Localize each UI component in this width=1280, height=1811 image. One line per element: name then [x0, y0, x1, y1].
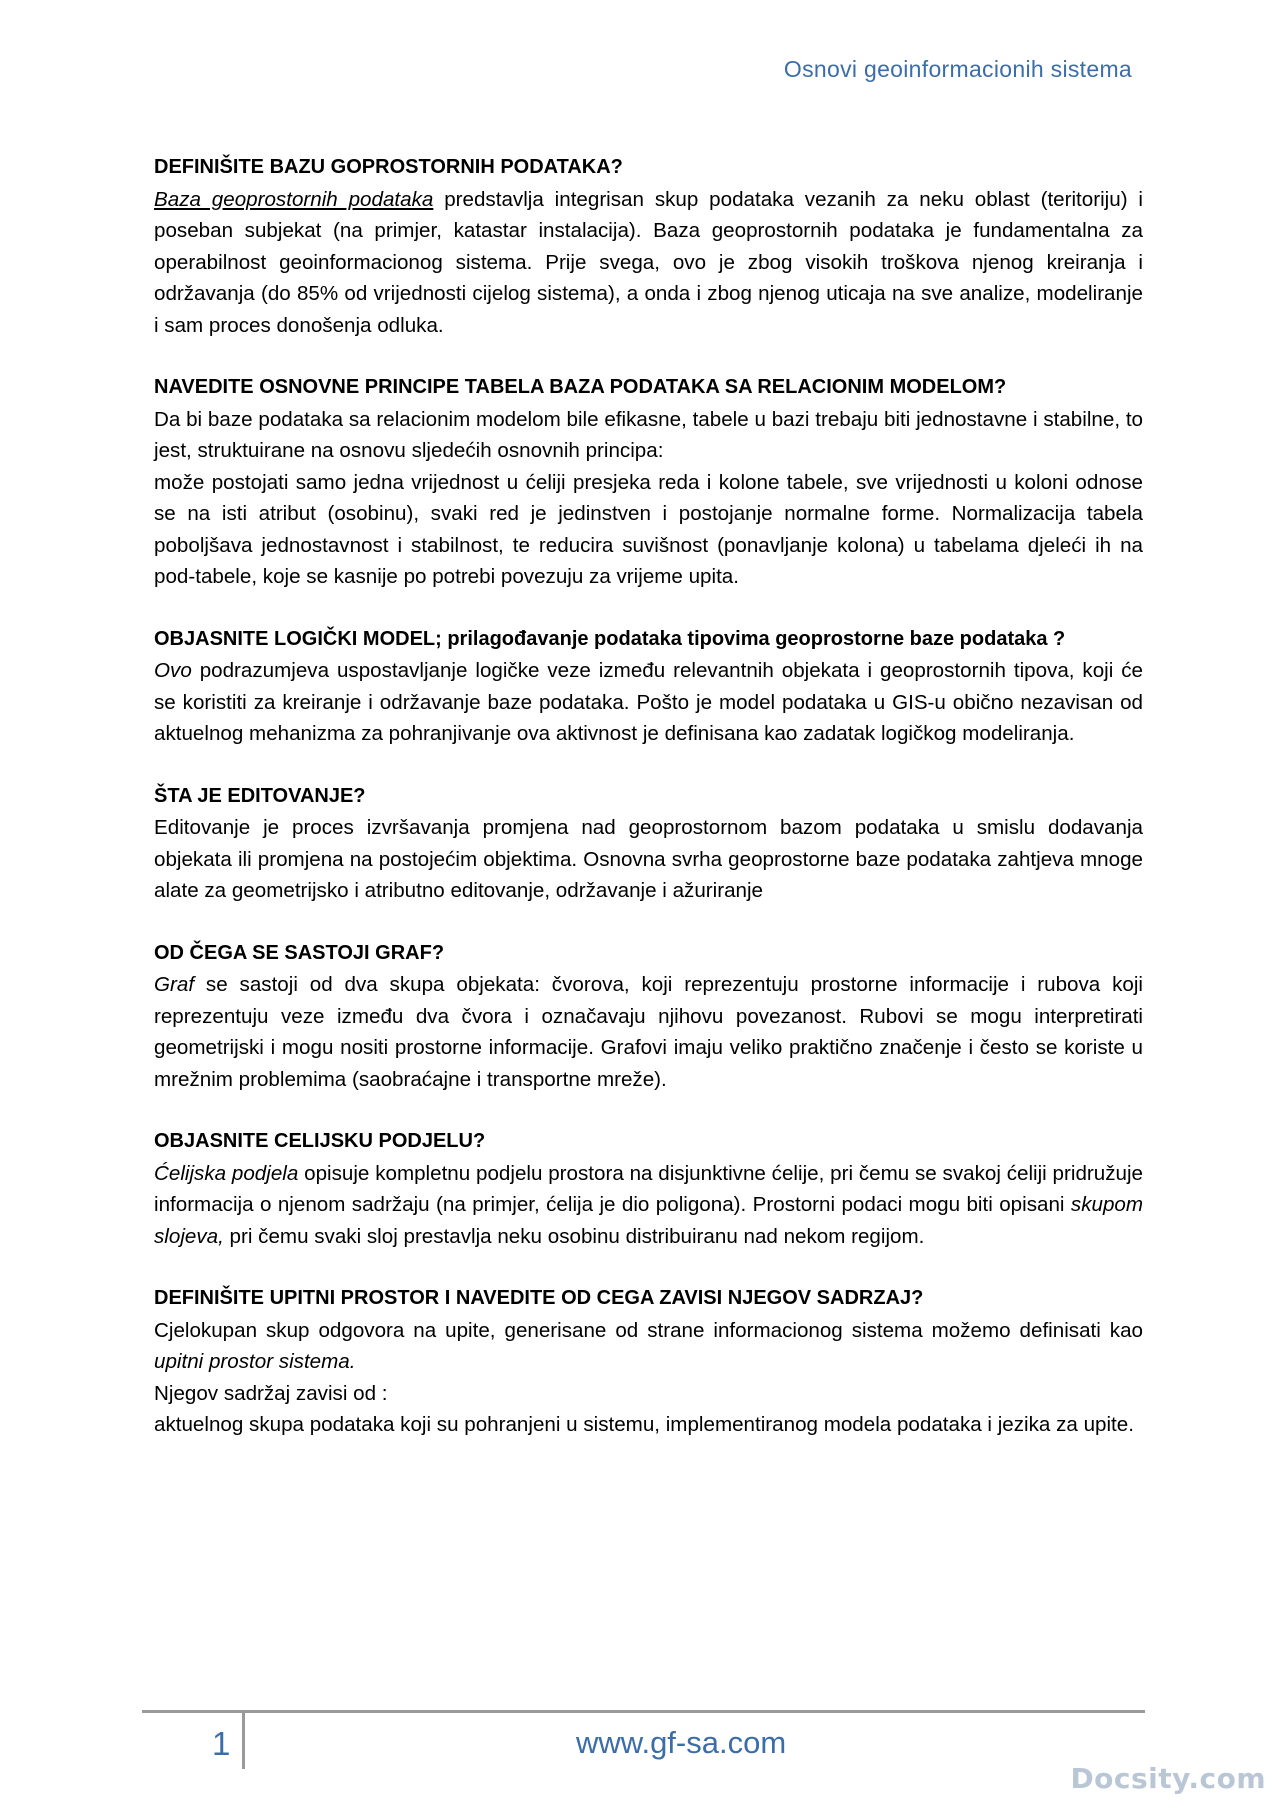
- footer-url-link[interactable]: www.gf-sa.com: [576, 1725, 787, 1760]
- section-query-space: [154, 1283, 1143, 1441]
- section-cell-partition: [154, 1126, 1143, 1252]
- watermark-logo: Docsity.com: [1070, 1762, 1266, 1795]
- question-heading: OBJASNITE CELIJSKU PODJELU?: [154, 1130, 486, 1152]
- answer-text: opisuje kompletnu podjelu prostora na disjunktivne ćelije, pri čemu se svakoj ćeliji pridružuje informacija o njenom sadržaju (na primjer, ćelija je dio poligona). Prostorni podaci mogu biti opisani: [154, 1161, 1143, 1216]
- section-relational-principles: [154, 372, 1143, 593]
- question-heading: DEFINIŠITE BAZU GOPROSTORNIH PODATAKA?: [154, 156, 623, 178]
- answer-paragraph: [154, 969, 1143, 1095]
- answer-paragraph: [154, 655, 1143, 750]
- document-body: [154, 152, 1143, 1472]
- answer-paragraph: [154, 184, 1143, 342]
- footer-divider: [142, 1710, 1145, 1713]
- question-heading: DEFINIŠITE UPITNI PROSTOR I NAVEDITE OD CEGA ZAVISI NJEGOV SADRZAJ?: [154, 1287, 924, 1309]
- answer-text: pri čemu svaki sloj prestavlja neku osobinu distribuiranu nad nekom regijom.: [223, 1224, 925, 1248]
- answer-text: podrazumjeva uspostavljanje logičke veze između relevantnih objekata i geoprostornih tipova, koji će se koristiti za kreiranje i održavanje baze podataka. Pošto je model podataka u GIS-u obično nezavisan od aktuelnog mehanizma za pohranjivanje ova aktivnost je definisana kao zadatak logičkog modeliranja.: [154, 659, 1143, 745]
- section-logical-model: [154, 624, 1143, 750]
- term-emphasis: Graf: [154, 973, 195, 996]
- answer-paragraph: Njegov sadržaj zavisi od :: [154, 1381, 388, 1405]
- answer-paragraph: aktuelnog skupa podataka koji su pohranjeni u sistemu, implementiranog modela podataka i jezika za upite.: [154, 1413, 1134, 1436]
- answer-text: Cjelokupan skup odgovora na upite, generisane od strane informacionog sistema možemo definisati kao: [154, 1318, 1143, 1342]
- answer-paragraph: može postojati samo jedna vrijednost u ćeliji presjeka reda i kolone tabele, sve vrijednosti u koloni odnose se na isti atribut (osobinu), svaki red je jedinstven i postojanje normalne forme. Normalizacija tabela poboljšava jednostavnost i stabilnost, te reducira suvišnost (ponavljanje kolona) u tabelama djeleći ih na pod-tabele, koje se kasnije po potrebi povezuju za vrijeme upita.: [154, 470, 1143, 588]
- section-graph: [154, 938, 1143, 1096]
- term-emphasis: Ćelijska podjela: [154, 1161, 299, 1185]
- answer-text: se sastoji od dva skupa objekata: čvorova, koji reprezentuju prostorne informacije i rubova koji reprezentuju veze između dva čvora i označavaju njihovu povezanost. Rubovi se mogu interpretirati geometrijski i mogu nositi prostorne informacije. Grafovi imaju veliko praktično značenje i često se koriste u mrežnim problemima (saobraćajne i transportne mreže).: [154, 973, 1143, 1091]
- footer-vertical-divider: [242, 1713, 245, 1769]
- section-editing: [154, 781, 1143, 907]
- answer-paragraph: [154, 1158, 1143, 1253]
- page-number: 1: [212, 1725, 231, 1762]
- answer-text: predstavlja integrisan skup podataka vezanih za neku oblast (teritoriju) i poseban subjekat (na primjer, katastar instalacija). Baza geoprostornih podataka je fundamentalna za operabilnost geoinformacionog sistema. Prije svega, ovo je zbog visokih troškova njenog kreiranja i održavanja (do 85% od vrijednosti cijelog sistema), a onda i zbog njenog uticaja na sve analize, modeliranje i sam proces donošenja odluka.: [154, 187, 1143, 337]
- section-geospatial-database: [154, 152, 1143, 341]
- term-emphasis: Baza geoprostornih podataka: [154, 187, 434, 211]
- question-heading: OBJASNITE LOGIČKI MODEL; prilagođavanje podataka tipovima geoprostorne baze podataka ?: [154, 627, 1066, 650]
- answer-paragraph: Editovanje je proces izvršavanja promjena nad geoprostornom bazom podataka u smislu dodavanja objekata ili promjena na postojećim objektima. Osnovna svrha geoprostorne baze podataka zahtjeva mnoge alate za geometrijsko i atributno editovanje, održavanje i ažuriranje: [154, 816, 1143, 902]
- question-heading: NAVEDITE OSNOVNE PRINCIPE TABELA BAZA PODATAKA SA RELACIONIM MODELOM?: [154, 376, 1007, 398]
- term-emphasis: skupom slojeva,: [154, 1193, 1143, 1248]
- term-emphasis: Ovo: [154, 659, 192, 682]
- question-heading: OD ČEGA SE SASTOJI GRAF?: [154, 941, 445, 964]
- header-title: Osnovi geoinformacionih sistema: [783, 56, 1132, 82]
- answer-paragraph: Da bi baze podataka sa relacionim modelom bile efikasne, tabele u bazi trebaju biti jednostavne i stabilne, to jest, struktuirane na osnovu sljedećih osnovnih principa:: [154, 407, 1143, 462]
- term-emphasis: upitni prostor sistema.: [154, 1350, 356, 1373]
- answer-paragraph: [154, 1315, 1143, 1378]
- question-heading: ŠTA JE EDITOVANJE?: [154, 784, 366, 807]
